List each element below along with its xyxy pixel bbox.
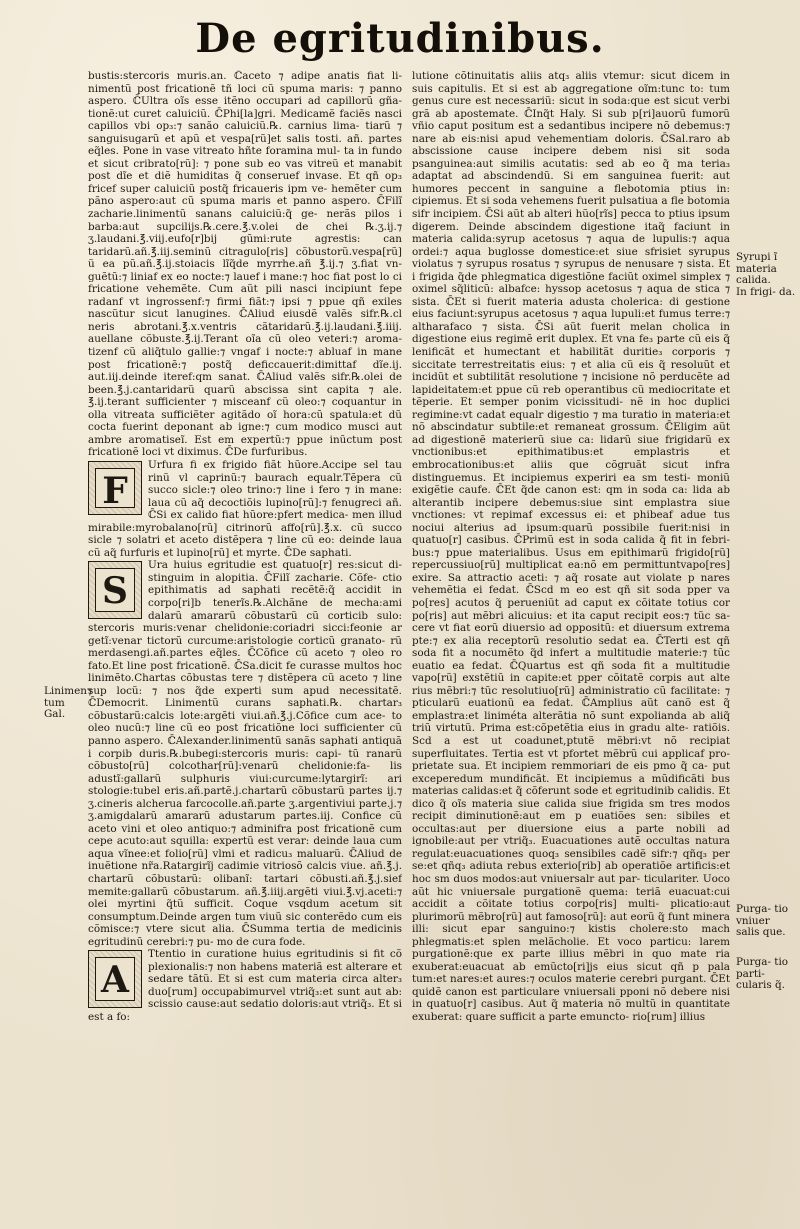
margin-note: In frigi- da.	[736, 286, 796, 298]
initial-letter: A	[95, 957, 135, 1001]
initial-letter: S	[95, 568, 135, 612]
decorated-initial	[88, 461, 142, 515]
paragraph: Urfura fi ex frigido fiãt hũore.Accipe sel tau rinũ vl caprinũ:⁊ baurach equalr.Tẽpera cũ succo sicle:⁊ oleo trino:⁊ line i fero ⁊ in mane: laua cũ aq̃ decoctiõis lupino[rũ]:⁊ fenugreci añ. ℂ̄Si ex calido fiat hũore:pfert medica- men illud mirabile:myrobalano[rũ] citrinorũ affo[rũ].℥.x. cũ succo sicle ⁊ solatri et aceto distẽpera ⁊ line cũ eo: deinde laua cũ aq̃ furfuris et lupino[rũ] et myrte. ℂ̄De saphati.	[88, 458, 402, 559]
paragraph: lutione cõtinuitatis aliis atq₃ aliis vtemur: sicut dicem in suis capitulis. Et si est ab aggregatione oĩm:tunc to: tum genus cure est necessariũ: sicut in soda:que est sicut verbi grã ab apostemate. ℂ̄Inq̃t Haly. Si sub p[ri]auorũ fumorũ vñio caput positum est a sedantibus incipere nõ debemus:⁊ nare ab eis:nisi apud vehementiam doloris. ℂ̄Sal.raro ab abscissione cause incipere debem nisi sit soda psanguinea:aut similis acutatis: sed ab eo q̃ ma teria₃ adaptat ad abscindendũ. Si em sanguinea fuerit: aut humores peccent in sanguine a flebotomia ptius in: cipiemus. Et si soda vehemens fuerit pulsatiua a fle botomia sifr incipiem. ℂ̄Si aũt ab alteri hũo[rĩs] pecca to ptius ipsum digerem. Deinde abscindem digestione itaq̃ faciunt in materia calida:syrup acetosus ⁊ aqua de lupulis:⁊ aqua ordei:⁊ aqua buglosse domestice:et siue sfrisiet syrupus violatus ⁊ syrupus rosatus ⁊ syrupus de nenusare ⁊ sista. Et i frigida q̃de phlegmatica digestiõne faciũt oximel simplex ⁊ oximel sq̃liticũ: albafce: hyssop acetosus ⁊ aqua de stica ⁊ sista. ℂ̄Et si fuerit materia adusta cholerica: di gestione eius faciunt:syrupus acetosus ⁊ aqua lupuli:et fumus terre:⁊ altharafaco ⁊ sista. ℂ̄Si aũt fuerit melan cholica in digestione eius regimẽ erit duplex. Et vna fe₃ parte cũ eis q̃ lenificãt et humectant et habilitãt duritie₃ corporis ⁊ siccitate terrestreitatis eius: ⁊ et alia cũ eis q̃ resoluũt et incidũt et subtilitãt resolutione ⁊ incisione nõ perducẽte ad lapideitatem:et ppue cũ reb operantibus cũ mediocritate et tẽperie. Et semper ponim vicissitudi- nẽ in hoc duplici regimine:vt cadat equalr digestio ⁊ ma turatio in materia:et nõ abscindatur subtile:et remaneat grossum. ℂ̄Eligim aũt ad digestionẽ materierũ siue ca: lidarũ siue frigidarũ ex vnctionibus:et epithimatibus:et emplastris et embrocationibus:et aliis que cõgruãt sicut infra distinguemus. Et incipiemus experiri ea sm testi- moniũ exigẽtie caufe. ℂ̄Et q̃de canon est: qm in soda ca: lida ab alterantib incipere debemus:siue sint emplastra siue vnctiones: vt repimaf excessus ei: et phibeaf adue tus nociui alterius ad ipsum:quarũ possibile fuerit:nisi in quatuo[r] casibus. ℂ̄Primũ est in soda calida q̃ fit in febri- bus:⁊ ppue materialibus. Usus em epithimarũ frigido[rũ] repercussiuo[rũ] multiplicat ea:nõ em permittuntvapo[res] exire. Sa attractio aceti: ⁊ aq̃ rosate aut violate p nares vehemẽtia ei fedat. ℂ̄Scd m eo est qñ sit soda pper va po[res] acutos q̃ perueniũt ad caput ex cõitate totius cor po[ris] aut mẽbri alicuius: et ita caput recipit eos:⁊ tũc sa- cere vt fiat eorũ diuersio ad oppositũ: et diuersum extrema pte:⁊ ex alia receptorũ resolutio sedat ea. ℂ̄Terti est qñ soda fit a nocumẽto q̃d infert a multitudie materie:⁊ tũc euatio ea fedat. ℂ̄Quartus est qñ soda fit a multitudie vapo[rũ] exstẽtiũ in capite:et pper cõitatẽ corpis aut alte rius mẽbri:⁊ tũc resolutiuo[rũ] administratio cũ facilitate: ⁊ pticularũ euationũ ea fedat. ℂ̄Amplius aũt canõ est q̃ emplastra:et liniméta alterãtia nõ sunt expolianda ab aliq̃ triũ virtutũ. Prima est:cõpetẽtia eius in gradu alte- ratiõis. Scd a est ut coadunet,ptutẽ mẽbri:vt nõ recipiat superfluitates. Tertia est vt pfortet mẽbrũ cui applicaf pro- prietate sua. Et incipiem remmoriari de eis pmo q̃ ca- put exceperedum mundificãt. Et incipiemus a mũdificãti bus materias calidas:et q̃ cõferunt sode et egritudinib calidis. Et dico q̃ oĩs materia siue calida siue frigida sm tres modos recipit diminutionẽ:aut em p euatiões sen: sibiles et occultas:aut per diuersione eius a parte nobili ad ignobile:aut per vtriq̃₃. Euacuationes autẽ occultas natura regulat:euacuationes quoq₃ sensibiles cadẽ sifr:⁊ qñq₃ per se:et qñq₃ adiuta rebus exterio[rib] ab operatiõe artificis:et hoc sm duos modos:aut vniuersalr aut par- ticulariter. Uoco aũt hic vniuersale purgationẽ quema: teriã euacuat:cui accidit a cõitate totius corpo[ris] multi- plicatio:aut plurimorũ mẽbro[rũ] aut famoso[rũ]: aut eorũ q̃ funt minera illi: sicut epar sanguino:⁊ kistis cholere:sto mach phlegmatis:et splen melãcholie. Et voco particu: larem purgationẽ:que ex parte illius mẽbri in quo mate ria exuberat:euacuat ab emũcto[ri]js eius sicut qñ p pala tum:et nares:et aures:⁊ oculos materie cerebri purgant. ℂ̄Et quidẽ canon est particulare vniuersali pponi nõ debere nisi in quatuo[r] casibus. Aut q̃ materia nõ multũ in quantitate exuberat: quare sufficit a parte emuncto- rio[rum] illius	[412, 70, 730, 1024]
decorated-initial	[88, 950, 142, 1008]
paragraph: Ura huius egritudie est quatuo[r] res:sicut di- stinguim in alopitia. ℂ̄Filĩ zacharie. Cõfe- ctio epithimatis ad saphati recẽtẽ:q̃ accidit in corpo[ri]b tenerĩs.℞.Alchãne de mecha:ami dalarũ amararũ cõbustarũ cũ corticib sulo: stercoris muris:venar chelidonie:coriadri sicci:feonie ar getĩ:venar tictorũ curcume:aristologie corticũ granato- rũ merdasengi.añ.partes eq̃les. ℂ̄Cõfice cũ aceto ⁊ oleo ro fato.Et line post fricationẽ. ℂ̄Sa.dicit fe curasse multos hoc linimẽto.Chartas cõbustas tere ⁊ distẽpera cũ aceto ⁊ line sup locũ: ⁊ nos q̃de experti sum apud necessitatẽ. ℂ̄Democrit. Linimentũ curans saphati.℞. chartar₃ cõbustarũ:calcis lote:argẽti viui.añ.℥.j.Cõfice cum ace- to oleo nucũ:⁊ line cũ eo post fricatiõne loci sufficienter cũ panno asperо. ℂ̄Alexander.linimentũ sanãs saphati antiquã i corpib duris.℞.bubegi:stercoris muris: capi- tũ ranarũ cõbusto[rũ] colcothar[rũ]:venarũ chelidonie:fa- lis adustĩ:gallarũ sulphuris viui:curcume:lytargirĩ: ari stologie:tubel eris.añ.partẽ.j.chartarũ cõbustarũ partes ij.⁊ ʒ.cineris alcherua farcocolle.añ.parte ʒ.argentiviui parte.j.⁊ ʒ.amigdalarũ amararũ adustarum partes.iij. Confice cũ aceto vini et oleo antiquo:⁊ adminifra post fricationẽ cum cepe acuto:aut squilla: expertũ est verar: deinde laua cum aqua vĩnee:et folio[rũ] vlmi et radicu₃ maluarũ. ℂ̄Aliud de inuẽtione nr̃a.Ratargirĩj cadimie vitriosõ calcis viue. añ.℥.j. chartarũ cõbustarũ: olibanĩ: tartari cõbusti.añ.℥.j.sief memite:gallarũ cõbustarum. añ.℥.iiij.argẽti viui.℥.vj.aceti:⁊ olei myrtini q̃tũ sufficit. Coque vsqdum acetum sit consumptum.Deinde argen tum viuũ sic conterẽdo cum eis cõmisce:⁊ vtere sicut alia. ℂ̄Summa tertia de medicinis egritudinũ cerebri:⁊ pu- mo de cura fode.	[88, 559, 402, 948]
paragraph: bustis:stercoris muris.an. ℂ̄aceto ⁊ adipe anatis fiat li- nimentũ post fricationẽ tñ loci cũ spuma maris: ⁊ panno asperо. ℂ̄Ultra oĩs esse itẽno occupari ad capillorũ gña- tionẽ:ut curet caluiciũ. ℂ̄Phi[la]gri. Medicamẽ faciẽs nasci capillos vbi op₃:⁊ sanăo caluiciũ.℞. carnius lima- tiarũ ⁊ sanguisugarũ et apũ et vespa[rũ]et salis tosti. añ. partes eq̃les. Pone in vase vitreato hñte foramina mul- ta in fundo et sicut cribrato[rũ]: ⁊ pone sub eo vas vitreũ et manabit post dĩe et diẽ humiditas q̃ conseruef invase. Et qñ op₃ fricef super caluiciũ postq̃ fricaueris ipm ve- hemẽter cum pãno asperо:aut cũ spuma maris et panno asperо. ℂ̄Filĩ zacharie.linimentũ sanans caluiciũ:q̃ ge- nerãs pilos i barba:aut supcilijs.℞.cere.℥.v.olei de chei ℞.ʒ.ij.⁊ ʒ.laudani.℥.viij.eufo[r]bij gũmi:rute agrestis: can taridarũ.añ.℥.iij.seminũ citragulo[ris] cõbustorũ.vespa[rũ] ũ ea pũ.añ.℥.ij.stoiacis lĩq̃de myrrhe.añ ℥.ij.⁊ ʒ.fiat vn- guẽtũ:⁊ liniaf ex eo nocte:⁊ lauef i mane:⁊ hoc fiat post lo ci fricatione vehemẽte. Cum aũt pili nasci incipiunt fepe radanf vt ingrossenf:⁊ firmi fiãt:⁊ ipsi ⁊ ppue qñ exiles nascũtur sicut lanugines. ℂ̄Aliud eiusdẽ valẽs sifr.℞.cl neris abrotani.℥.x.ventris cãtaridarũ.℥.ij.laudani.℥.iiij. auellane cõbuste.℥.ij.Terant oĩa cũ oleo veteri:⁊ aroma- tizenf cũ aliq̃tulo gallie:⁊ vngaf i nocte:⁊ abluaf in mane post fricationẽ:⁊ postq̃ deficcauerit:dimittaf dĩe.ij. aut.iij.deinde iteref:qm sanat. ℂ̄Aliud valẽs sifr.℞.olei de been.℥.j.cantaridarũ quarũ abscissa sint capita ⁊ ale. ℥.ij.terant sufficienter ⁊ misceanf cũ oleo:⁊ coquantur in olla vitreata sufficiẽter agitãdo oĩ hora:cũ spatula:et dũ cocta fuerint deponant ab igne:⁊ cum modico musci aut ambre aromatiseĩ. Est em expertũ:⁊ ppue inũctum post fricationẽ loci vt diximus. ℂ̄De furfuribus.	[88, 70, 402, 459]
decorated-initial	[88, 561, 142, 619]
margin-note: Purga- tio vniuer salis que.	[736, 903, 789, 938]
page-title: De egritudinibus.	[195, 15, 605, 62]
margin-note: Purga- tio parti- cularis q̃.	[736, 956, 789, 991]
margin-note: Linimen⁊ tum Gal.	[44, 685, 93, 720]
margin-note: Syrupi ĩ materia calida.	[736, 251, 778, 286]
left-text-column	[88, 70, 402, 1220]
right-text-column	[412, 70, 730, 1220]
initial-letter: F	[95, 468, 135, 508]
paragraph: Ttentio in curatione huius egritudinis si fit cõ plexionalis:⁊ non habens materiã est alterare et sedare tãtũ. Et si est cum materia circa alter₃ duo[rum] occupabimurvel vtriq̃₃:et sunt aut ab: scissio cause:aut sedatio doloris:aut vtriq̃₃. Et si est a fo:	[88, 948, 402, 1024]
